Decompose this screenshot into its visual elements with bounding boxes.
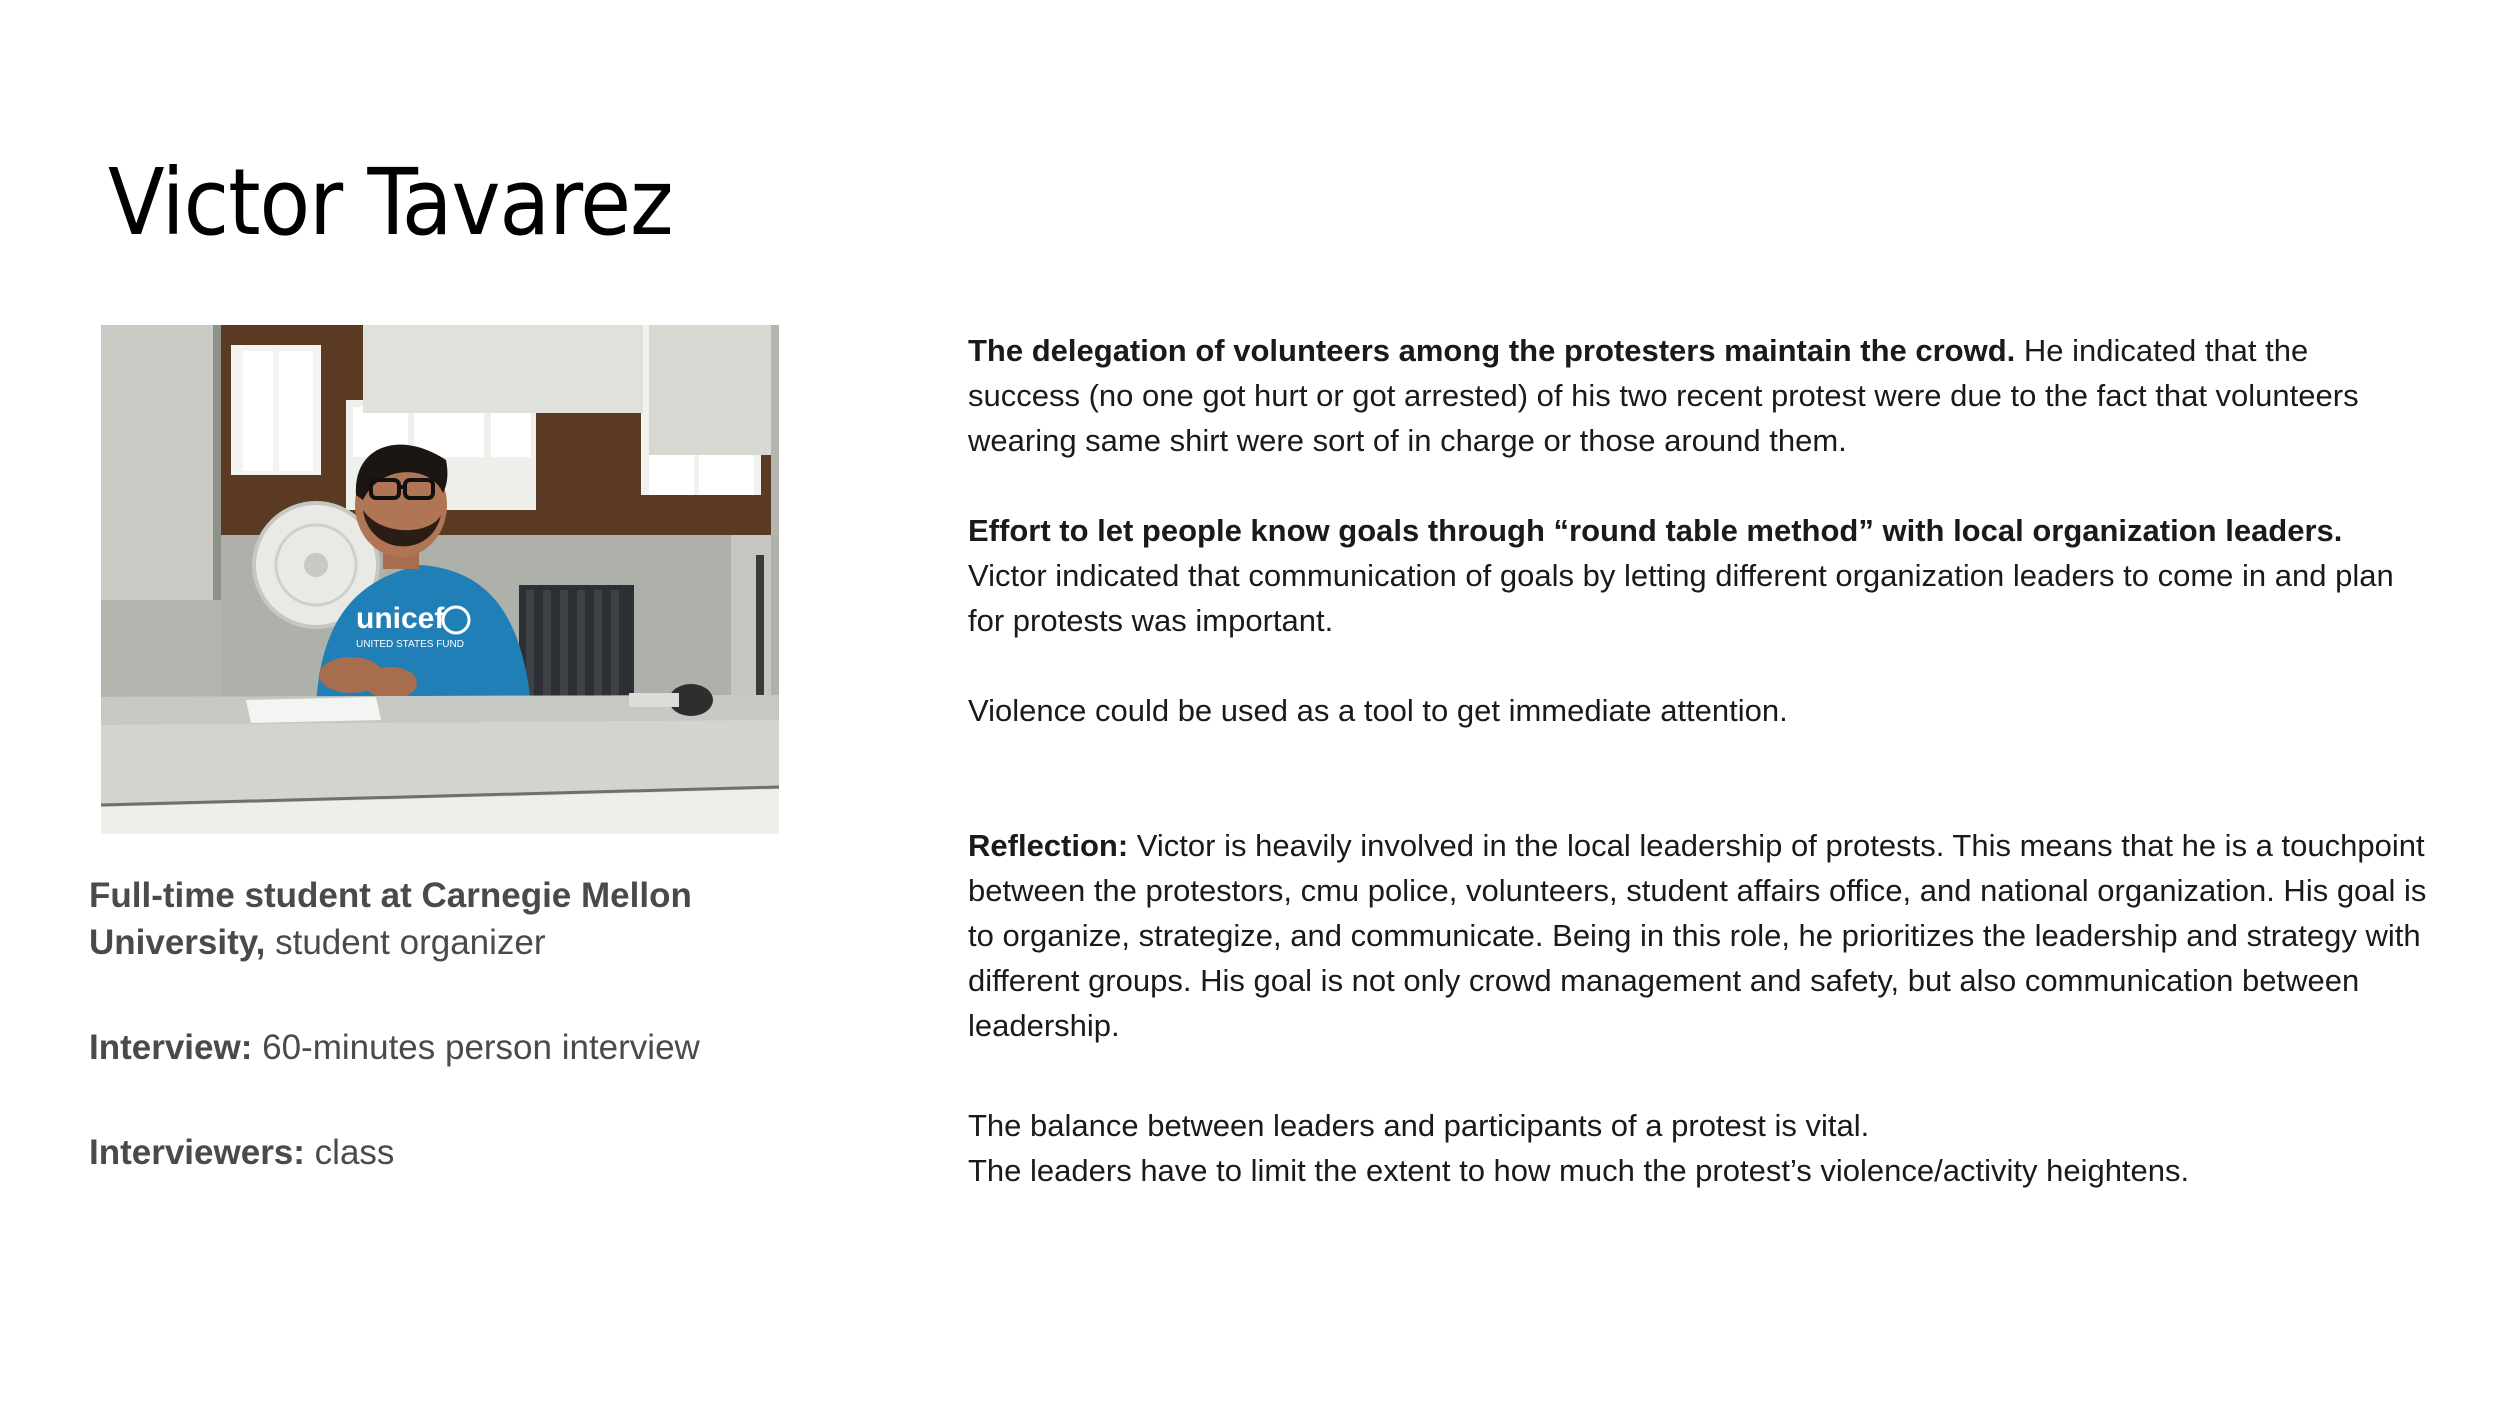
finding-round-table-bold: Effort to let people know goals through “round table method” with local organization leaders. — [968, 513, 2343, 548]
profile-summary — [89, 872, 809, 1176]
balance-line-1: The balance between leaders and participants of a protest is vital. — [968, 1108, 1870, 1143]
finding-delegation-bold: The delegation of volunteers among the protesters maintain the crowd. — [968, 333, 2016, 368]
reflection-text: Victor is heavily involved in the local leadership of protests. This means that he is a touchpoint between the protestors, cmu police, volunteers, student affairs office, and national organization. His goal is to organize, strategize, and communicate. Being in this role, he prioritizes the leadership and strategy with different groups. His goal is not only crowd management and safety, but also communication between leadership. — [968, 828, 2427, 1043]
interviewers-line — [89, 1129, 809, 1176]
role-bold: Full-time student at Carnegie Mellon University, — [89, 876, 692, 962]
balance-line-2: The leaders have to limit the extent to how much the protest’s violence/activity heightens. — [968, 1153, 2190, 1188]
interviewers-label: Interviewers: — [89, 1133, 305, 1172]
finding-violence: Violence could be used as a tool to get immediate attention. — [968, 693, 1788, 728]
interview-value: 60-minutes person interview — [252, 1028, 700, 1067]
page-title: Victor Tavarez — [108, 149, 673, 256]
role-line — [89, 872, 809, 966]
finding-round-table — [968, 508, 2428, 643]
shirt-sub-text: UNITED STATES FUND — [356, 639, 464, 650]
reflection-label: Reflection: — [968, 828, 1129, 863]
role-rest: student organizer — [265, 923, 546, 962]
interview-label: Interview: — [89, 1028, 253, 1067]
finding-delegation-text: He indicated that the success (no one got hurt or got arrested) of his two recent protest were due to the fact that volunteers wearing same shirt were sort of in charge or those around them. — [968, 333, 2359, 458]
interview-photo — [101, 325, 779, 834]
reflection — [968, 823, 2428, 1048]
interview-line — [89, 1024, 809, 1071]
findings — [968, 328, 2428, 1193]
shirt-logo-text: unicef — [356, 602, 445, 635]
interviewers-value: class — [304, 1133, 395, 1172]
finding-round-table-text: Victor indicated that communication of goals by letting different organization leaders to come in and plan for protests was important. — [968, 558, 2394, 638]
finding-delegation — [968, 328, 2428, 463]
